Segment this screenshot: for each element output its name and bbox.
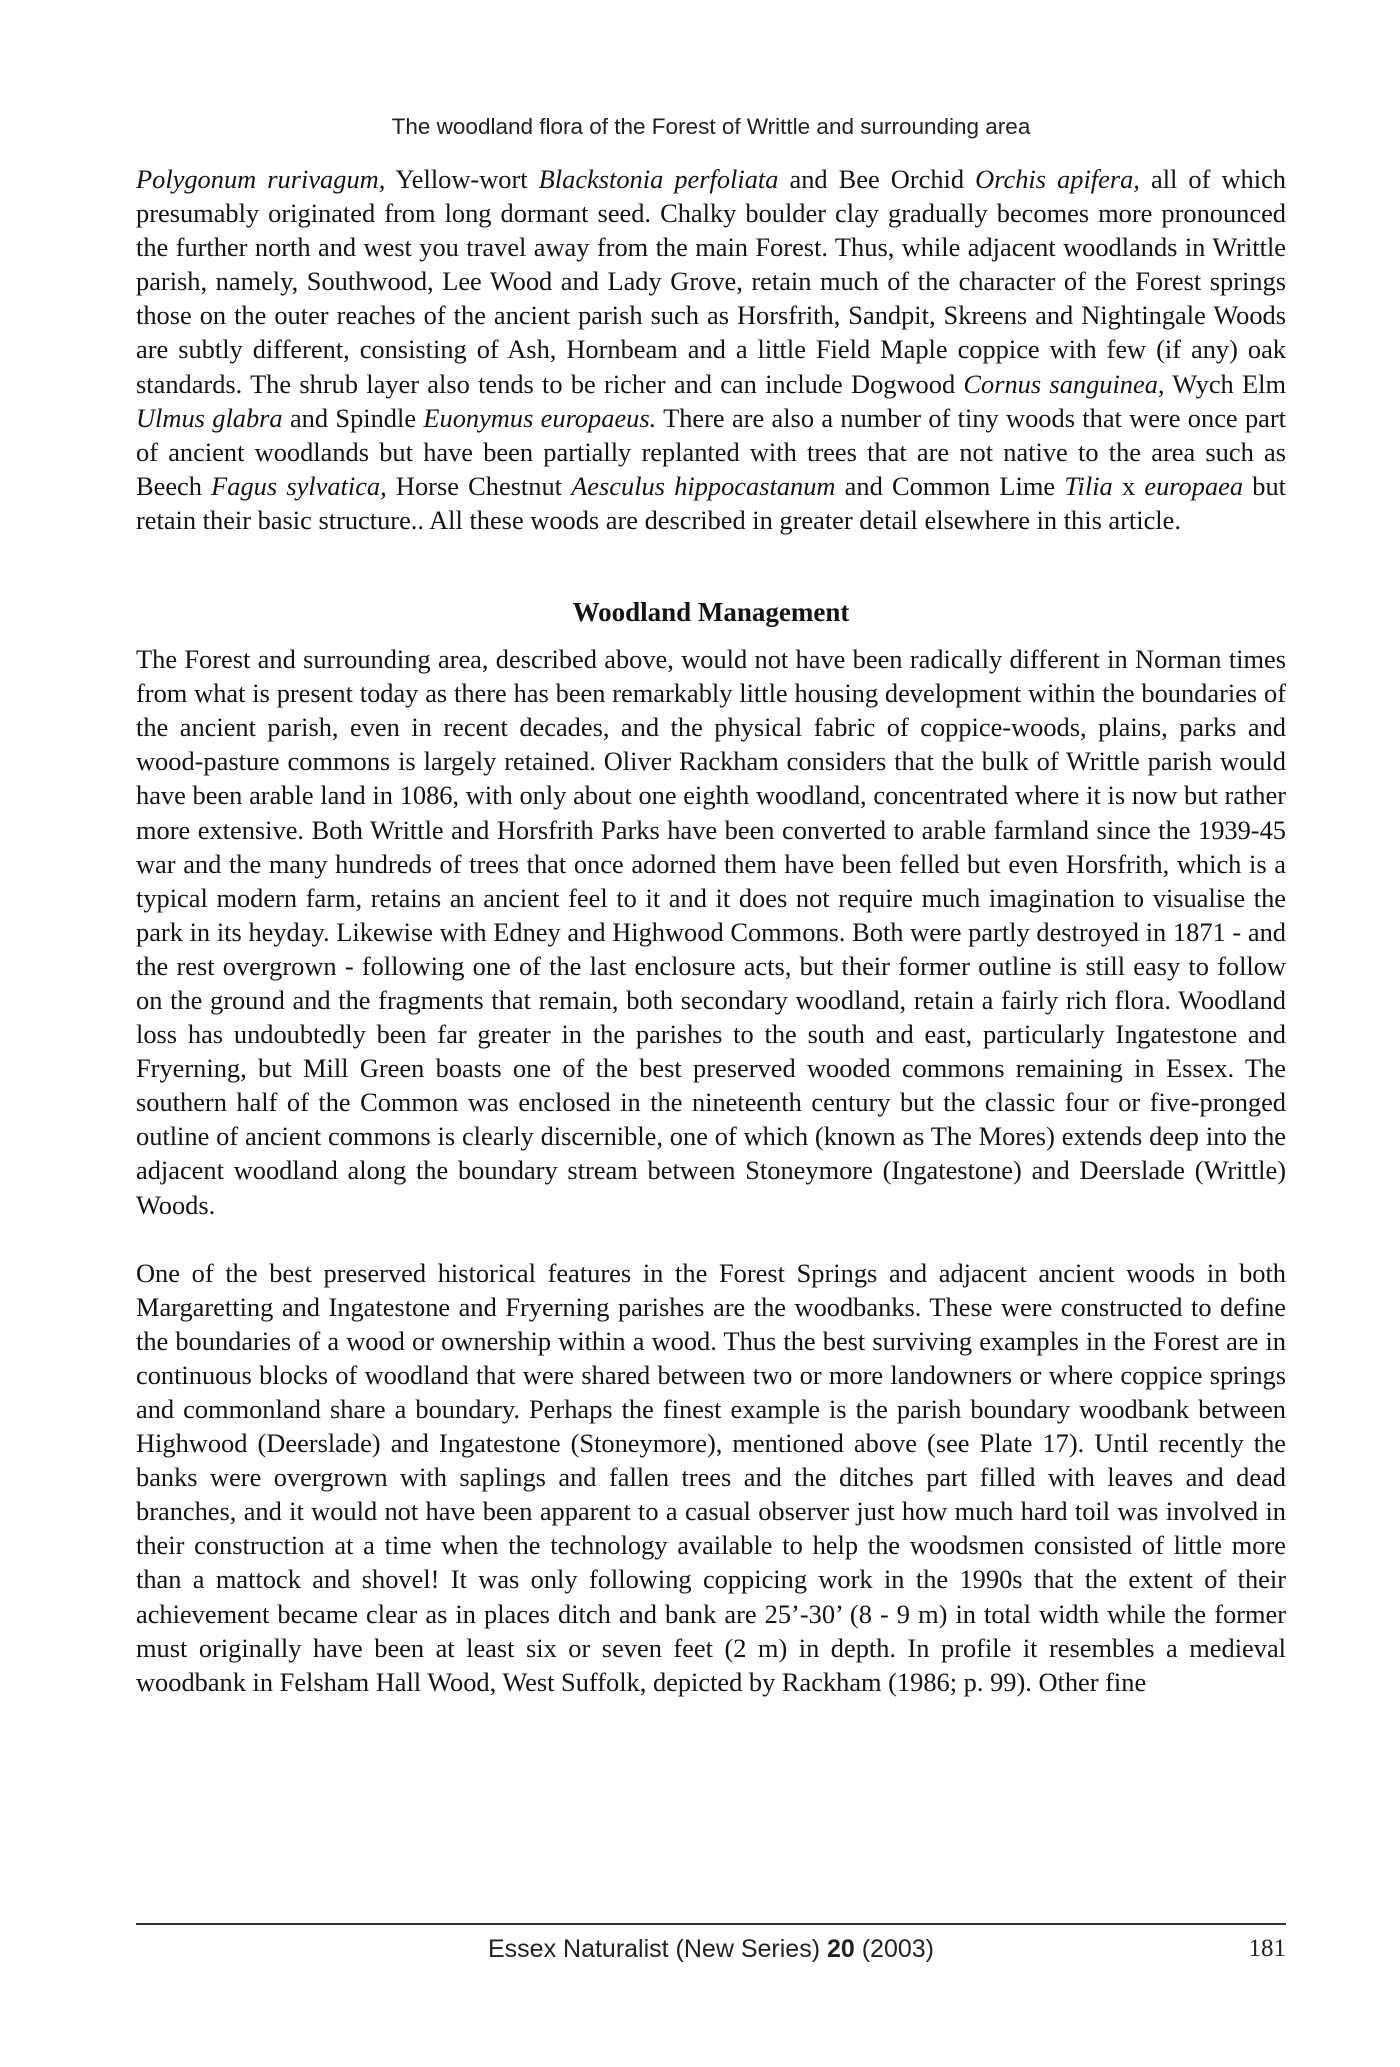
species-name: Fagus sylvatica, — [211, 470, 387, 501]
species-name: Tilia — [1064, 470, 1113, 501]
journal-year: (2003) — [854, 1935, 934, 1963]
journal-volume: 20 — [826, 1935, 855, 1963]
journal-name: Essex Naturalist (New Series) — [487, 1935, 827, 1963]
page-number: 181 — [1248, 1935, 1286, 1962]
text-run: Wych Elm — [1164, 368, 1286, 399]
species-name: Blackstonia perfoliata — [538, 164, 779, 194]
species-name: Aesculus hippocastanum — [571, 470, 836, 501]
text-run: but retain their basic structure.. All these woods are described in greater detail elsewhere in this article. — [136, 470, 1286, 535]
running-head: The woodland flora of the Forest of Writtle and surrounding area — [391, 114, 1031, 139]
paragraph-flora-continued — [136, 162, 1286, 537]
journal-citation — [136, 1935, 1286, 1964]
text-run: There are also a number of tiny woods that were once part of ancient woodlands but have been partially replanted with trees that are not native to the area such as Beech — [136, 402, 1286, 501]
species-name: europaea — [1144, 470, 1244, 501]
text-run: Yellow-wort — [385, 164, 539, 194]
species-name: Polygonum rurivagum, — [136, 164, 386, 194]
text-run: x — [1112, 470, 1145, 501]
species-name: Orchis apifera, — [975, 164, 1140, 194]
text-run: Horse Chestnut — [386, 470, 572, 501]
text-run: and Spindle — [282, 402, 424, 433]
species-name: Cornus sanguinea, — [963, 368, 1165, 399]
paragraph-woodbanks: One of the best preserved historical features in the Forest Springs and adjacent ancient woods in both Margaretting and Ingatestone and Fryerning parishes are the woodbanks. These were constructed to define the boundaries of a wood or ownership within a wood. Thus the best surviving examples in the Forest are in continuous blocks of woodland that were shared between two or more landowners or where coppice springs and commonland share a boundary. Perhaps the finest example is the parish boundary woodbank between Highwood (Deerslade) and Ingatestone (Stoneymore), mentioned above (see Plate 17). Until recently the banks were overgrown with saplings and fallen trees and the ditches part filled with leaves and dead branches, and it would not have been apparent to a casual observer just how much hard toil was involved in their construction at a time when the technology available to help the woodsmen consisted of little more than a mattock and shovel! It was only following coppicing work in the 1990s that the extent of their achievement became clear as in places ditch and bank are 25’-30’ (8 - 9 m) in total width while the former must originally have been at least six or seven feet (2 m) in depth. In profile it resembles a medieval woodbank in Felsham Hall Wood, West Suffolk, depicted by Rackham (1986; p. 99). Other fine — [136, 1257, 1286, 1697]
text-run: all of which presumably originated from long dormant seed. Chalky boulder clay gradually becomes more pronounced the further north and west you travel away from the main Forest. Thus, while adjacent woodlands in Writtle parish, namely, Southwood, Lee Wood and Lady Grove, retain much of the character of the Forest springs those on the outer reaches of the ancient parish such as Horsfrith, Sandpit, Skreens and Nightingale Woods are subtly different, consisting of Ash, Hornbeam and a little Field Maple coppice with few (if any) oak standards. The shrub layer also tends to be richer and can include Dogwood — [136, 164, 1286, 399]
footer-divider — [136, 1923, 1286, 1925]
species-name: Ulmus glabra — [136, 402, 283, 433]
text-run: and Common Lime — [835, 470, 1065, 501]
paragraph-woodland-management: The Forest and surrounding area, described above, would not have been radically different in Norman times from what is present today as there has been remarkably little housing development within the boundaries of the ancient parish, even in recent decades, and the physical fabric of coppice-woods, plains, parks and wood-pasture commons is largely retained. Oliver Rackham considers that the bulk of Writtle parish would have been arable land in 1086, with only about one eighth woodland, concentrated where it is now but rather more extensive. Both Writtle and Horsfrith Parks have been converted to arable farmland since the 1939-45 war and the many hundreds of trees that once adorned them have been felled but even Horsfrith, which is a typical modern farm, retains an ancient feel to it and it does not require much imagination to visualise the park in its heyday. Likewise with Edney and Highwood Commons. Both were partly destroyed in 1871 - and the rest overgrown - following one of the last enclosure acts, but their former outline is still easy to follow on the ground and the fragments that remain, both secondary woodland, retain a fairly rich flora. Woodland loss has undoubtedly been far greater in the parishes to the south and east, particularly Ingatestone and Fryerning, but Mill Green boasts one of the best preserved wooded commons remaining in Essex. The southern half of the Common was enclosed in the nineteenth century but the classic four or five-pronged outline of ancient commons is clearly discernible, one of which (known as The Mores) extends deep into the adjacent woodland along the boundary stream between Stoneymore (Ingatestone) and Deerslade (Writtle) Woods. — [136, 644, 1286, 1220]
section-heading: Woodland Management — [572, 597, 850, 628]
species-name: Euonymus europaeus. — [423, 402, 657, 433]
text-run: and Bee Orchid — [778, 164, 976, 194]
article-body — [136, 162, 1286, 1699]
